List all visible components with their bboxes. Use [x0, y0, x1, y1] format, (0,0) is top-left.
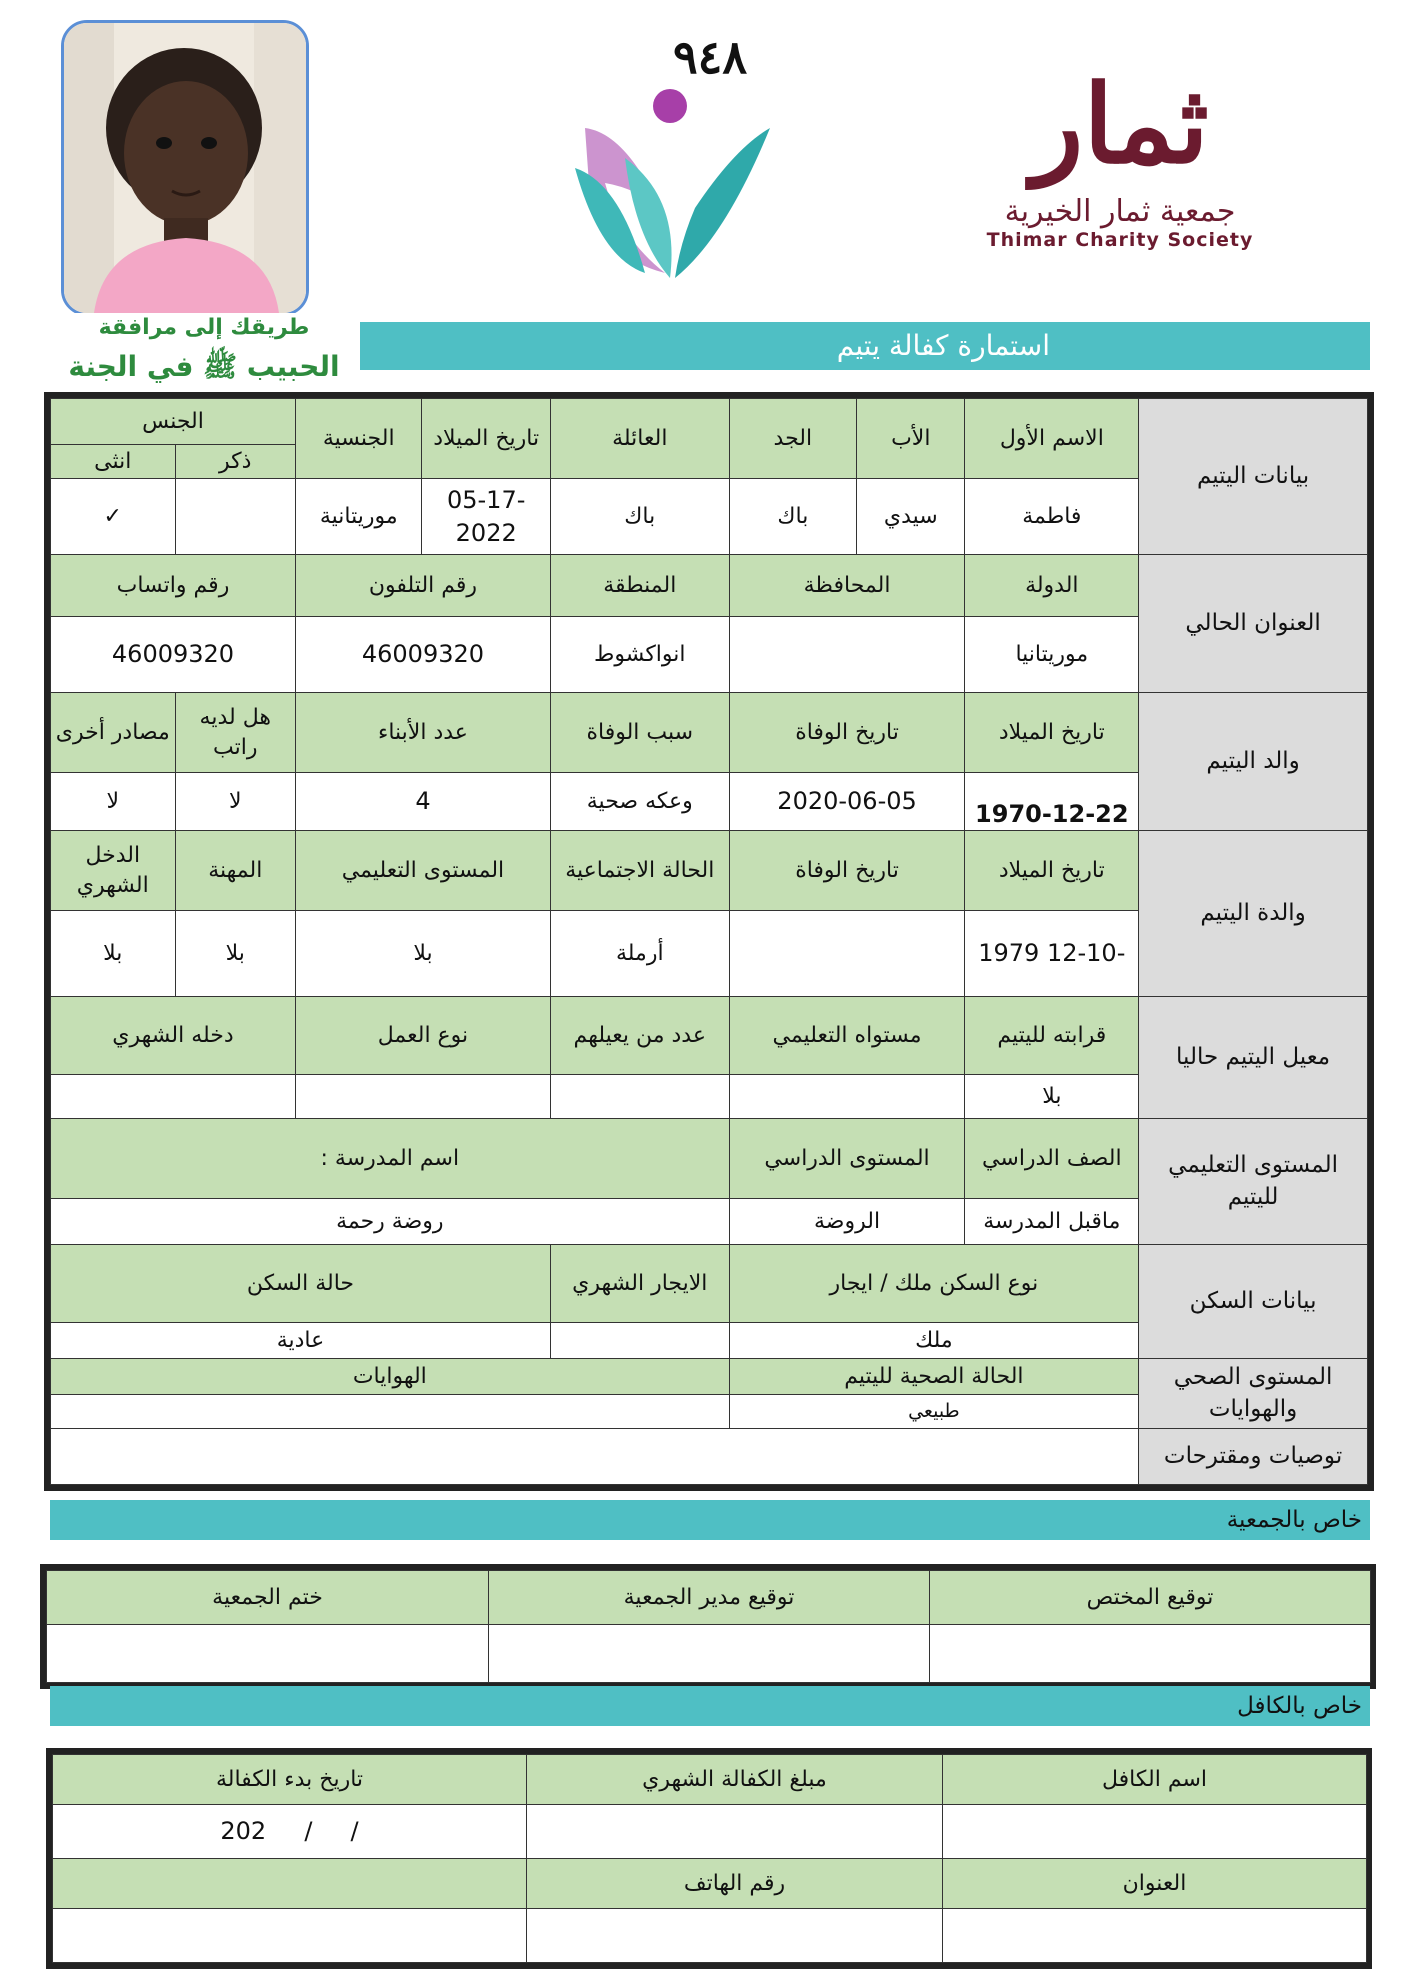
child-photo-illustration: [64, 23, 306, 313]
h-housing-status: حالة السكن: [51, 1245, 551, 1323]
monthly-amount[interactable]: [527, 1805, 943, 1859]
children-count: 4: [295, 773, 550, 831]
h-sponsor-address: العنوان: [943, 1859, 1367, 1909]
sponsor-blank[interactable]: [53, 1909, 527, 1963]
grandfather-name: باك: [729, 479, 856, 555]
h-health-status: الحالة الصحية لليتيم: [729, 1359, 1139, 1395]
dependents: [550, 1075, 729, 1119]
h-country: الدولة: [965, 555, 1139, 617]
section-mother: والدة اليتيم: [1139, 831, 1368, 997]
logo-word: ثمار: [1031, 62, 1209, 188]
h-salary: هل لديه راتب: [175, 693, 295, 773]
h-study-level: المستوى الدراسي: [729, 1119, 965, 1199]
h-dependents: عدد من يعيلهم: [550, 997, 729, 1075]
region: انواكشوط: [550, 617, 729, 693]
form-title: استمارة كفالة يتيم: [836, 329, 1050, 362]
h-father-name: الأب: [857, 399, 965, 479]
society-bar-label: خاص بالجمعية: [1226, 1507, 1362, 1533]
orphan-data-frame: [44, 392, 1374, 1491]
h-mother-education: المستوى التعليمي: [295, 831, 550, 911]
h-guardian-education: مستواه التعليمي: [729, 997, 965, 1075]
specialist-signature[interactable]: [930, 1625, 1371, 1683]
org-name-arabic: جمعية ثمار الخيرية: [1004, 194, 1236, 229]
h-director-signature: توقيع مدير الجمعية: [489, 1571, 930, 1625]
mother-income: بلا: [51, 911, 176, 997]
governorate: [729, 617, 965, 693]
grade: ماقبل المدرسة: [965, 1199, 1139, 1245]
relation: بلا: [965, 1075, 1139, 1119]
death-cause: وعكه صحية: [550, 773, 729, 831]
male-check: [175, 479, 295, 555]
guardian-education: [729, 1075, 965, 1119]
h-family-name: العائلة: [550, 399, 729, 479]
father-birth: 1970-12-22: [965, 773, 1139, 831]
h-father-death: تاريخ الوفاة: [729, 693, 965, 773]
h-female: انثى: [51, 445, 176, 479]
h-other-sources: مصادر أخرى: [51, 693, 176, 773]
first-name: فاطمة: [965, 479, 1139, 555]
h-children-count: عدد الأبناء: [295, 693, 550, 773]
h-mother-income: الدخل الشهري: [51, 831, 176, 911]
h-hobbies: الهوايات: [51, 1359, 730, 1395]
salary: لا: [175, 773, 295, 831]
section-guardian: معيل اليتيم حاليا: [1139, 997, 1368, 1119]
h-housing-type: نوع السكن ملك / ايجار: [729, 1245, 1139, 1323]
recommendations: [51, 1429, 1139, 1485]
start-date[interactable]: 202 / /: [53, 1805, 527, 1859]
h-mother-death: تاريخ الوفاة: [729, 831, 965, 911]
h-grade: الصف الدراسي: [965, 1119, 1139, 1199]
h-social-status: الحالة الاجتماعية: [550, 831, 729, 911]
family-name: باك: [550, 479, 729, 555]
h-sponsor-phone: رقم الهاتف: [527, 1859, 943, 1909]
work-type: [295, 1075, 550, 1119]
section-education: المستوى التعليمي لليتيم: [1139, 1119, 1368, 1245]
h-work-type: نوع العمل: [295, 997, 550, 1075]
section-orphan: بيانات اليتيم: [1139, 399, 1368, 555]
society-frame: [40, 1564, 1376, 1689]
h-birth-date: تاريخ الميلاد: [422, 399, 550, 479]
h-specialist-signature: توقيع المختص: [930, 1571, 1371, 1625]
female-check: ✓: [51, 479, 176, 555]
sponsor-table: [52, 1754, 1367, 1963]
guardian-income: [51, 1075, 296, 1119]
h-nationality: الجنسية: [295, 399, 421, 479]
school-name: روضة رحمة: [51, 1199, 730, 1245]
sponsor-phone[interactable]: [527, 1909, 943, 1963]
mother-birth: -12-10 1979: [965, 911, 1139, 997]
sponsor-frame: [46, 1748, 1372, 1969]
h-start-date: تاريخ بدء الكفالة: [53, 1755, 527, 1805]
other-sources: لا: [51, 773, 176, 831]
sponsor-name[interactable]: [943, 1805, 1367, 1859]
h-phone: رقم التلفون: [295, 555, 550, 617]
whatsapp: 46009320: [51, 617, 296, 693]
h-governorate: المحافظة: [729, 555, 965, 617]
h-school-name: اسم المدرسة :: [51, 1119, 730, 1199]
h-relation: قرابته لليتيم: [965, 997, 1139, 1075]
hobbies: [51, 1395, 730, 1429]
health-status: طبيعي: [729, 1395, 1139, 1429]
slogan-line-1: طريقك إلى مرافقة: [98, 315, 310, 340]
sponsor-blank-header: [53, 1859, 527, 1909]
emblem-logo: [565, 88, 780, 283]
nationality: موريتانية: [295, 479, 421, 555]
society-table: [46, 1570, 1371, 1683]
monthly-rent: [550, 1323, 729, 1359]
h-grandfather-name: الجد: [729, 399, 856, 479]
mother-job: بلا: [175, 911, 295, 997]
h-father-birth: تاريخ الميلاد: [965, 693, 1139, 773]
country: موريتانيا: [965, 617, 1139, 693]
form-number: ٩٤٨: [672, 30, 748, 84]
society-stamp[interactable]: [47, 1625, 489, 1683]
org-name-english: Thimar Charity Society: [986, 229, 1254, 251]
slogan-line-2: الحبيب ﷺ في الجنة: [68, 350, 340, 383]
orphan-photo: [61, 20, 309, 316]
section-health: المستوى الصحي والهوايات: [1139, 1359, 1368, 1429]
sponsor-bar-label: خاص بالكافل: [1237, 1693, 1362, 1719]
h-society-stamp: ختم الجمعية: [47, 1571, 489, 1625]
director-signature[interactable]: [489, 1625, 930, 1683]
h-gender: الجنس: [51, 399, 296, 445]
study-level: الروضة: [729, 1199, 965, 1245]
h-region: المنطقة: [550, 555, 729, 617]
h-sponsor-name: اسم الكافل: [943, 1755, 1367, 1805]
section-father: والد اليتيم: [1139, 693, 1368, 831]
social-status: أرملة: [550, 911, 729, 997]
h-death-cause: سبب الوفاة: [550, 693, 729, 773]
h-mother-birth: تاريخ الميلاد: [965, 831, 1139, 911]
birth-date: -05-17 2022: [422, 479, 550, 555]
orphan-data-table: [50, 398, 1368, 1485]
thimar-logo: [960, 50, 1280, 290]
section-housing: بيانات السكن: [1139, 1245, 1368, 1359]
h-male: ذكر: [175, 445, 295, 479]
h-whatsapp: رقم واتساب: [51, 555, 296, 617]
housing-type: ملك: [729, 1323, 1139, 1359]
mother-death: [729, 911, 965, 997]
mother-education: بلا: [295, 911, 550, 997]
phone: 46009320: [295, 617, 550, 693]
section-address: العنوان الحالي: [1139, 555, 1368, 693]
h-mother-job: المهنة: [175, 831, 295, 911]
h-monthly-rent: الايجار الشهري: [550, 1245, 729, 1323]
sponsor-address[interactable]: [943, 1909, 1367, 1963]
father-name: سيدي: [857, 479, 965, 555]
h-monthly-amount: مبلغ الكفالة الشهري: [527, 1755, 943, 1805]
section-recommendations: توصيات ومقترحات: [1139, 1429, 1368, 1485]
housing-status: عادية: [51, 1323, 551, 1359]
h-guardian-income: دخله الشهري: [51, 997, 296, 1075]
father-death: 2020-06-05: [729, 773, 965, 831]
h-first-name: الاسم الأول: [965, 399, 1139, 479]
